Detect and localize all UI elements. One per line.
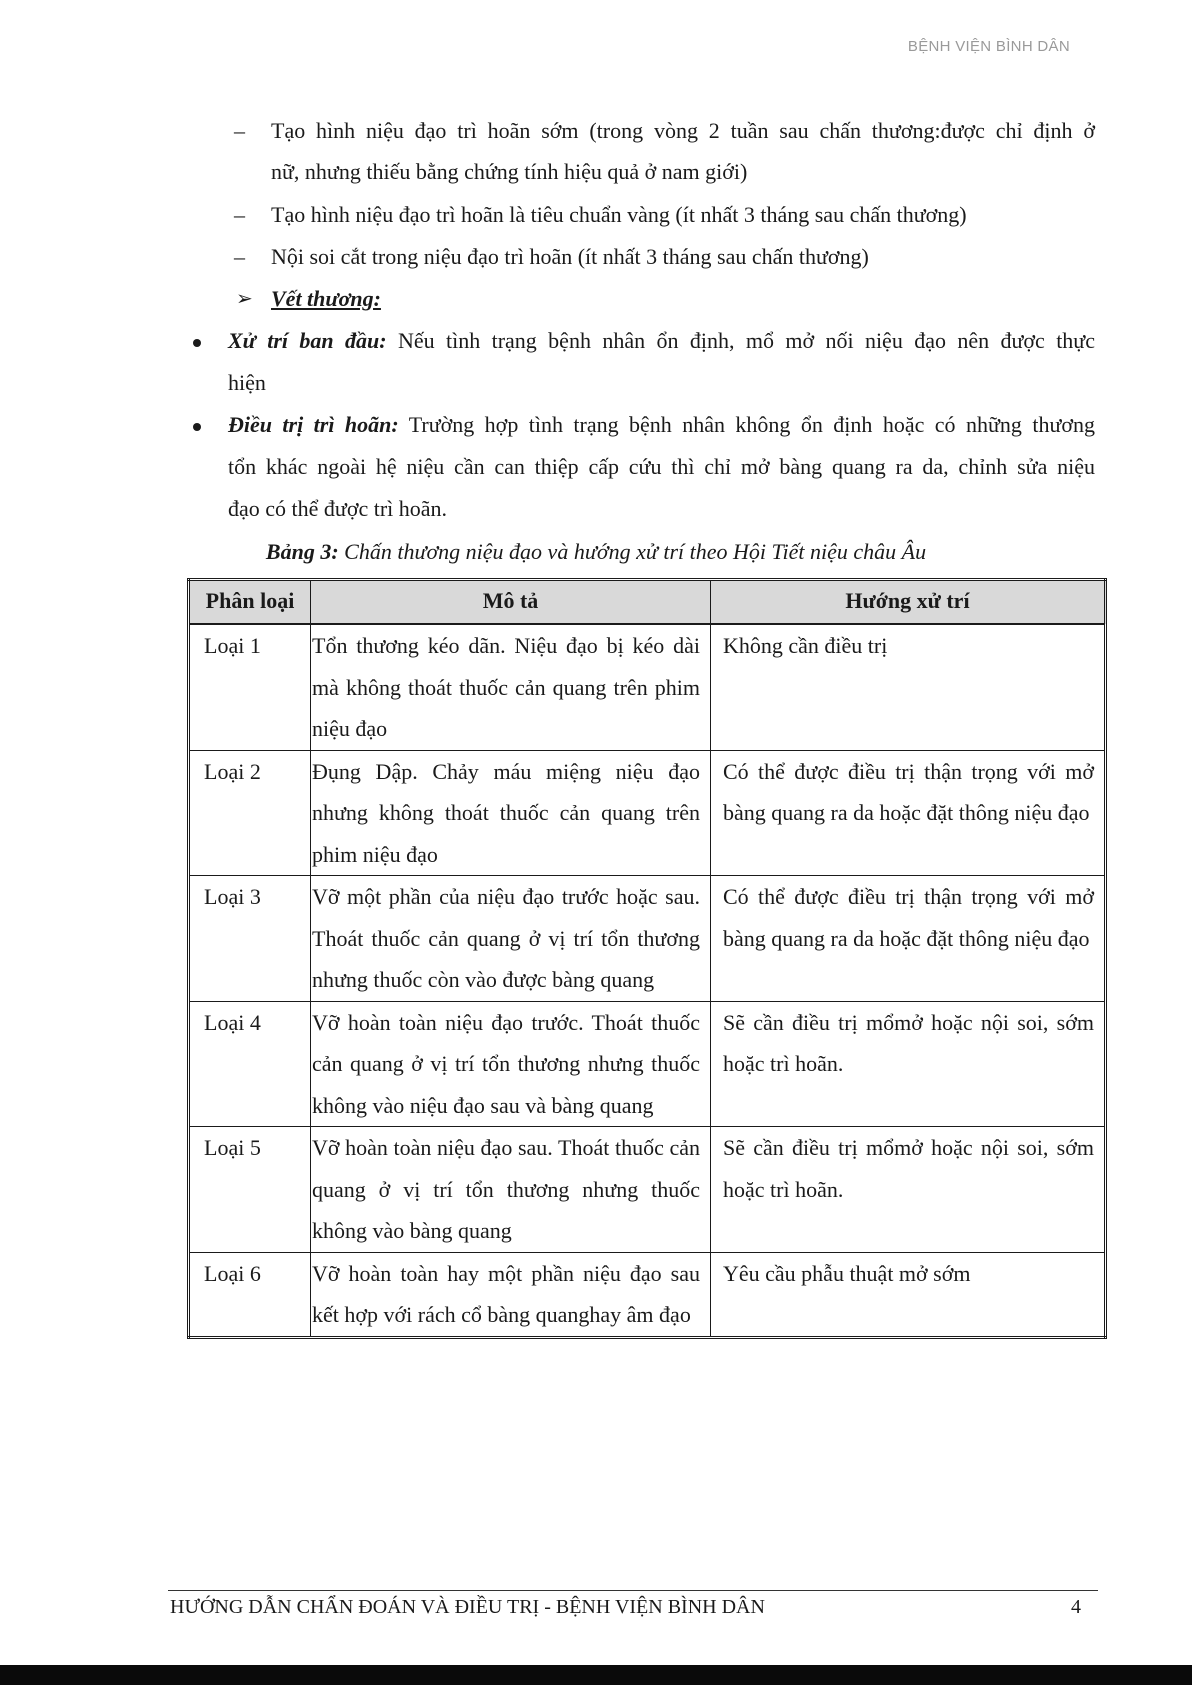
table-row [189, 1001, 1106, 1127]
cell-description: Đụng Dập. Chảy máu miệng niệu đạo nhưng không thoát thuốc cản quang trên phim niệu đạo [311, 750, 711, 876]
table-row [189, 750, 1106, 876]
bullet-1-line-1 [228, 326, 1095, 356]
table-header-row [189, 580, 1106, 625]
cell-management: Không cần điều trị [711, 624, 1106, 750]
dash-item-2: Tạo hình niệu đạo trì hoãn là tiêu chuẩn vàng (ít nhất 3 tháng sau chấn thương) [271, 202, 967, 227]
header-description: Mô tả [311, 580, 711, 625]
page-number: 4 [1071, 1596, 1081, 1618]
cell-management: Có thể được điều trị thận trọng với mở bàng quang ra da hoặc đặt thông niệu đạo [711, 876, 1106, 1002]
cell-description: Vỡ hoàn toàn niệu đạo trước. Thoát thuốc cản quang ở vị trí tổn thương nhưng thuốc không vào niệu đạo sau và bàng quang [311, 1001, 711, 1127]
bullet-2-text: Trường hợp tình trạng bệnh nhân không ổn định hoặc có những thương [398, 412, 1095, 437]
header-type: Phân loại [189, 580, 311, 625]
table-row [189, 876, 1106, 1002]
cell-description: Vỡ một phần của niệu đạo trước hoặc sau. Thoát thuốc cản quang ở vị trí tổn thương nhưng thuốc còn vào được bàng quang [311, 876, 711, 1002]
cell-description: Vỡ hoàn toàn hay một phần niệu đạo sau kết hợp với rách cổ bàng quanghay âm đạo [311, 1252, 711, 1337]
bullet-2-label: Điều trị trì hoãn: [228, 412, 399, 437]
bottom-edge-bar [0, 1665, 1192, 1685]
bullet-2-line-1 [228, 410, 1095, 440]
header-management: Hướng xử trí [711, 580, 1106, 625]
dash-item-1-line-2: nữ, nhưng thiếu bằng chứng tính hiệu quả ở nam giới) [271, 159, 748, 184]
footer-divider [168, 1590, 1098, 1591]
cell-type: Loại 1 [189, 624, 311, 750]
cell-type: Loại 6 [189, 1252, 311, 1337]
cell-management: Sẽ cần điều trị mổmở hoặc nội soi, sớm hoặc trì hoãn. [711, 1127, 1106, 1253]
bullet-1-text: Nếu tình trạng bệnh nhân ổn định, mổ mở nối niệu đạo nên được thực [386, 328, 1095, 353]
cell-type: Loại 2 [189, 750, 311, 876]
cell-type: Loại 4 [189, 1001, 311, 1127]
running-head: BỆNH VIỆN BÌNH DÂN [907, 38, 1070, 55]
cell-management: Sẽ cần điều trị mổmở hoặc nội soi, sớm hoặc trì hoãn. [711, 1001, 1106, 1127]
bullet-dot-icon [193, 423, 201, 431]
cell-type: Loại 5 [189, 1127, 311, 1253]
dash-item-3: Nội soi cắt trong niệu đạo trì hoãn (ít nhất 3 tháng sau chấn thương) [271, 244, 869, 269]
footer-title: HƯỚNG DẪN CHẨN ĐOÁN VÀ ĐIỀU TRỊ - BỆNH VIỆN BÌNH DÂN [170, 1596, 765, 1618]
table-caption-label: Bảng 3: [265, 539, 339, 564]
dash-marker: – [234, 244, 245, 269]
dash-item-1-line-1: Tạo hình niệu đạo trì hoãn sớm (trong vòng 2 tuần sau chấn thương:được chỉ định ở [271, 118, 1095, 143]
cell-management: Có thể được điều trị thận trọng với mở bàng quang ra da hoặc đặt thông niệu đạo [711, 750, 1106, 876]
dash-marker: – [234, 118, 245, 143]
bullet-dot-icon [193, 339, 201, 347]
cell-description: Tổn thương kéo dãn. Niệu đạo bị kéo dài mà không thoát thuốc cản quang trên phim niệu đạo [311, 624, 711, 750]
table-caption-text: Chấn thương niệu đạo và hướng xử trí theo Hội Tiết niệu châu Âu [338, 539, 927, 564]
table-row [189, 1252, 1106, 1337]
bullet-1-line-2: hiện [228, 370, 266, 395]
table-row [189, 1127, 1106, 1253]
table-caption [0, 537, 1192, 567]
cell-type: Loại 3 [189, 876, 311, 1002]
bullet-2-line-3: đạo có thể được trì hoãn. [228, 496, 448, 521]
cell-management: Yêu cầu phẫu thuật mở sớm [711, 1252, 1106, 1337]
dash-marker: – [234, 202, 245, 227]
bullet-1-label: Xử trí ban đầu: [228, 328, 387, 353]
classification-table [187, 578, 1107, 1339]
table-row [189, 624, 1106, 750]
section-heading: Vết thương: [271, 286, 381, 311]
bullet-2-line-2: tổn khác ngoài hệ niệu cần can thiệp cấp cứu thì chỉ mở bàng quang ra da, chỉnh sửa niệu [228, 454, 1095, 479]
arrow-bullet-icon: ➢ [236, 288, 253, 310]
cell-description: Vỡ hoàn toàn niệu đạo sau. Thoát thuốc cản quang ở vị trí tổn thương nhưng thuốc không vào bàng quang [311, 1127, 711, 1253]
